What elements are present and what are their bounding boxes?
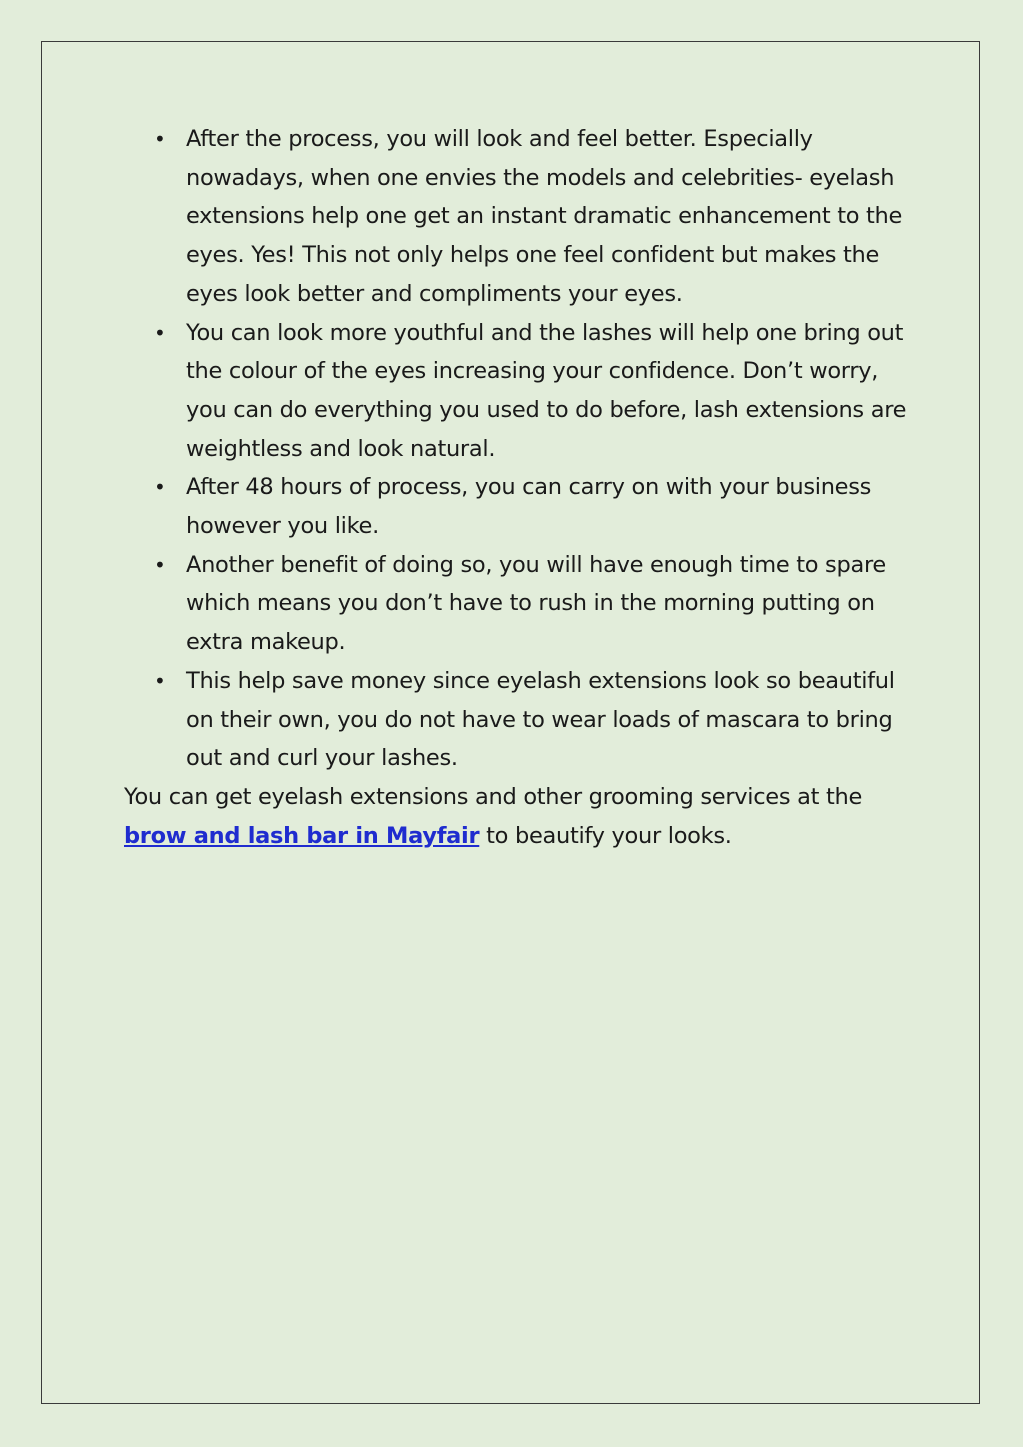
bullet-icon: • <box>154 127 166 151</box>
list-item <box>124 314 914 469</box>
list-item <box>124 662 914 778</box>
list-item <box>124 120 914 314</box>
bullet-icon: • <box>154 668 166 693</box>
closing-text-after: to beautify your looks. <box>479 822 732 849</box>
bullet-icon: • <box>154 475 166 500</box>
closing-text-before: You can get eyelash extensions and other grooming services at the <box>124 783 863 810</box>
list-item <box>124 546 914 662</box>
bullet-icon: • <box>154 552 166 577</box>
bullet-icon: • <box>154 320 166 345</box>
list-item-text: You can look more youthful and the lashes will help one bring out the colour of the eyes increasing your confidence. Don’t worry, you can do everything you used to do before, lash extensions are weightless and look natural. <box>186 319 907 462</box>
document-body <box>124 120 914 855</box>
list-item-text: This help save money since eyelash extensions look so beautiful on their own, you do not have to wear loads of mascara to bring out and curl your lashes. <box>186 667 895 772</box>
brow-lash-bar-link[interactable]: brow and lash bar in Mayfair <box>124 822 480 849</box>
list-item-text: Another benefit of doing so, you will have enough time to spare which means you don’t have to rush in the morning putting on extra makeup. <box>186 551 886 656</box>
closing-paragraph <box>124 778 914 855</box>
list-item-text: After 48 hours of process, you can carry on with your business however you like. <box>186 474 872 540</box>
list-item-text: After the process, you will look and feel better. Especially nowadays, when one envies the models and celebrities- eyelash extensions help one get an instant dramatic enhancement to the eyes. Yes! This not only helps one feel confident but makes the eyes look better and compliments your eyes. <box>186 126 903 307</box>
list-item <box>124 468 914 545</box>
benefits-list <box>124 120 914 778</box>
